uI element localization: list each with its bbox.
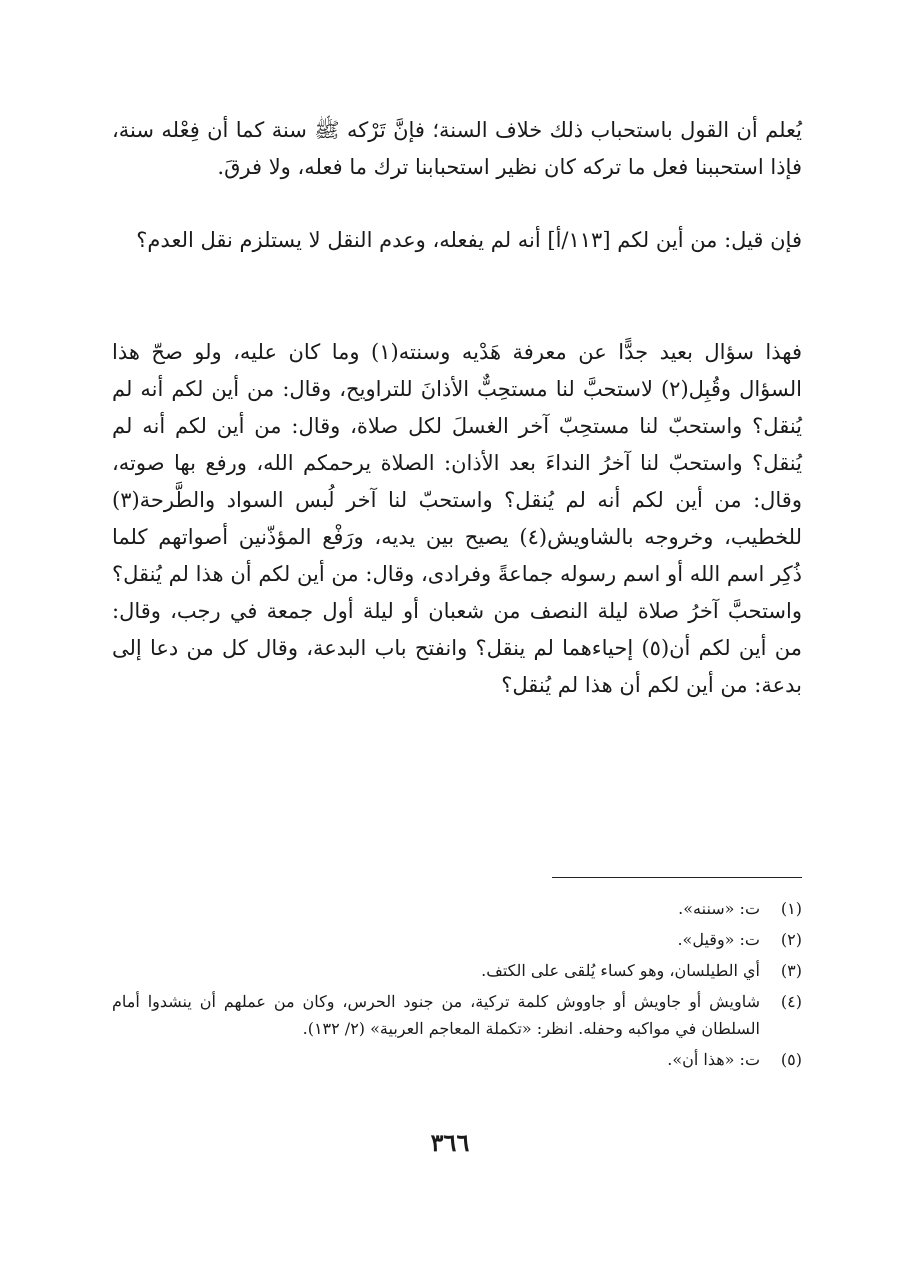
main-text [112,112,802,839]
footnote-text: أي الطيلسان، وهو كساء يُلقى على الكتف. [481,961,760,980]
footnote-text: ت: «هذا أن». [667,1050,760,1069]
footnote-number: (١) [780,899,802,918]
footnote-number: (٣) [780,961,802,980]
page-number: ٣٦٦ [430,1128,470,1157]
footnote-number: (٤) [780,992,802,1011]
paragraph-3: فهذا سؤال بعيد جدًّا عن معرفة هَدْيه وسنته(١) وما كان عليه، ولو صحّ هذا السؤال وقُبِل(٢) لاستحبَّ لنا مستحِبٌّ الأذانَ للتراويح، وقال: من أين لكم أنه لم يُنقل؟ واستحبّ لنا مستحِبّ آخر الغسلَ لكل صلاة، وقال: من أين لكم أنه لم يُنقل؟ واستحبّ لنا آخرُ النداءَ بعد الأذان: الصلاة يرحمكم الله، ورفع بها صوته، وقال: من أين لكم أنه لم يُنقل؟ واستحبّ لنا آخر لُبس السواد والطَّرحة(٣) للخطيب، وخروجه بالشاويش(٤) يصيح بين يديه، ورَفْع المؤذّنين أصواتهم كلما ذُكِر اسم الله أو اسم رسوله جماعةً وفرادى، وقال: من أين لكم أن هذا لم يُنقل؟ واستحبَّ آخرُ صلاة ليلة النصف من شعبان أو ليلة أول جمعة في رجب، وقال: من أين لكم أن(٥) إحياءهما لم ينقل؟ وانفتح باب البدعة، وقال كل من دعا إلى بدعة: من أين لكم أن هذا لم يُنقل؟ [112,340,803,697]
footnote-divider [552,877,802,878]
footnote-text: ت: «وقيل». [677,930,760,949]
footnote-2 [112,926,802,953]
footnote-number: (٢) [780,930,802,949]
paragraph-1: يُعلم أن القول باستحباب ذلك خلاف السنة؛ فإنَّ تَرْكه ﷺ سنة كما أن فِعْله سنة، فإذا استحببنا فعل ما تركه كان نظير استحبابنا ترك ما فعله، ولا فرقَ. [112,118,802,179]
footnotes [112,895,802,1077]
footnote-text: ت: «سننه». [678,899,760,918]
footnote-number: (٥) [780,1050,802,1069]
footnote-4 [112,988,802,1042]
footnote-5 [112,1046,802,1073]
footnote-3 [112,957,802,984]
paragraph-2: فإن قيل: من أين لكم [١١٣/أ] أنه لم يفعله، وعدم النقل لا يستلزم نقل العدم؟ [136,228,802,252]
footnote-text: شاويش أو جاويش أو جاووش كلمة تركية، من جنود الحرس، وكان من عملهم أن ينشدوا أمام السلطان في مواكبه وحفله. انظر: «تكملة المعاجم العربية» (٢/ ١٣٢). [112,992,760,1038]
footnote-1 [112,895,802,922]
